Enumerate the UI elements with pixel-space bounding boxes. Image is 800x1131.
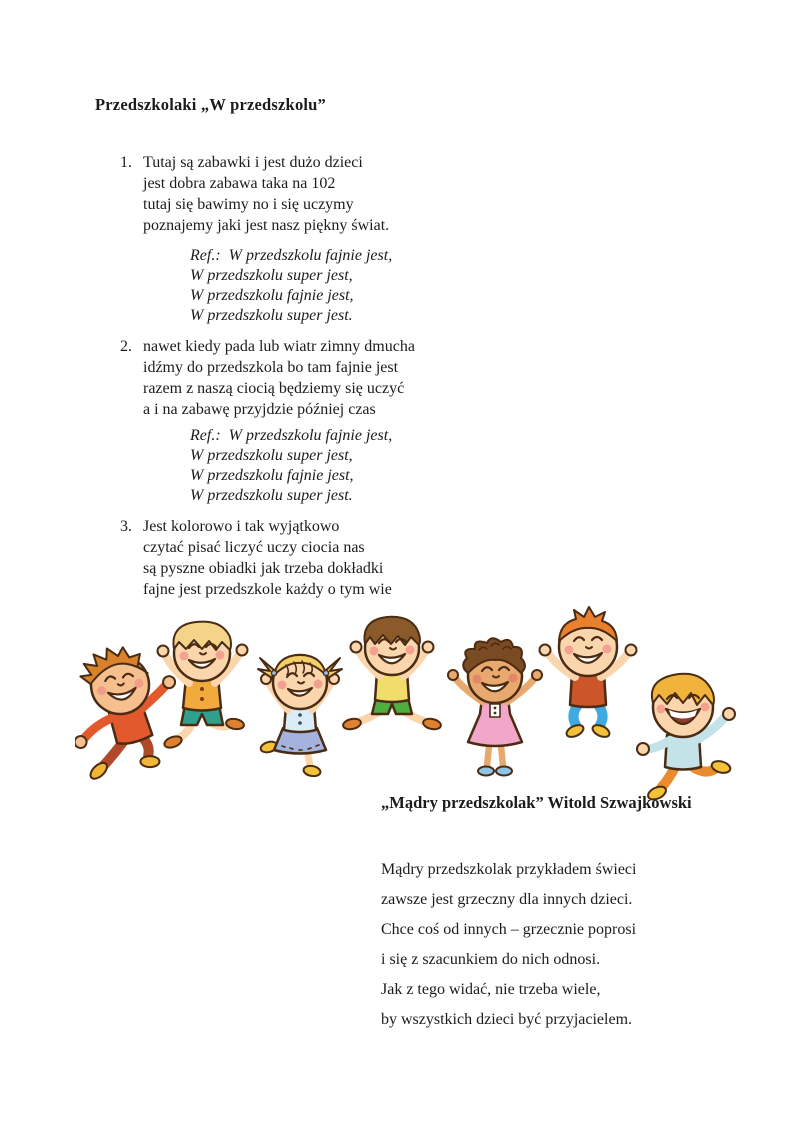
refrain-line: Ref.: W przedszkolu fajnie jest,: [190, 247, 393, 264]
song-line: a i na zabawę przyjdzie później czas: [143, 401, 376, 418]
verse-number: 2.: [120, 338, 132, 355]
song-line: razem z naszą ciocią będziemy się uczyć: [143, 380, 405, 397]
child-figure-4: [342, 617, 442, 731]
refrain-line: W przedszkolu fajnie jest,: [190, 467, 354, 484]
poem-line: i się z szacunkiem do nich odnosi.: [381, 951, 601, 968]
song-line: czytać pisać liczyć uczy ciocia nas: [143, 539, 365, 556]
child-figure-6: [540, 607, 637, 739]
child-figure-3: [258, 655, 342, 777]
refrain-line: W przedszkolu fajnie jest,: [190, 287, 354, 304]
verse-1: [120, 152, 389, 236]
refrain-line: Ref.: W przedszkolu fajnie jest,: [190, 427, 393, 444]
poem-title: „Mądry przedszkolak” Witold Szwajkowski: [381, 793, 692, 812]
refrain-1: [190, 246, 392, 326]
poem-line: Jak z tego widać, nie trzeba wiele,: [381, 981, 601, 998]
verse-number: 3.: [120, 518, 132, 535]
refrain-line: W przedszkolu super jest.: [190, 307, 353, 324]
song-line: jest dobra zabawa taka na 102: [143, 175, 336, 192]
song-line: idźmy do przedszkola bo tam fajnie jest: [143, 359, 399, 376]
verse-lines: [143, 152, 389, 236]
poem-line: zawsze jest grzeczny dla innych dzieci.: [381, 891, 633, 908]
verse-lines: [143, 336, 415, 420]
song-line: nawet kiedy pada lub wiatr zimny dmucha: [143, 338, 415, 355]
refrain-line: W przedszkolu super jest,: [190, 267, 353, 284]
verse-3: [120, 516, 392, 600]
song-title: Przedszkolaki „W przedszkolu”: [95, 95, 326, 114]
song-line: tutaj się bawimy no i się uczymy: [143, 196, 354, 213]
refrain-line: W przedszkolu super jest,: [190, 447, 353, 464]
song-line: fajne jest przedszkole każdy o tym wie: [143, 581, 392, 598]
verse-lines: [143, 516, 392, 600]
child-figure-7: [637, 674, 735, 802]
verse-2: [120, 336, 415, 420]
poem-lines: [381, 855, 636, 1035]
song-line: Jest kolorowo i tak wyjątkowo: [143, 518, 340, 535]
poem-line: Chce coś od innych – grzecznie poprosi: [381, 921, 637, 938]
refrain-2: [190, 426, 392, 506]
poem-line: Mądry przedszkolak przykładem świeci: [381, 861, 637, 878]
verse-number: 1.: [120, 154, 132, 171]
poem-line: by wszystkich dzieci być przyjacielem.: [381, 1011, 633, 1028]
refrain-line: W przedszkolu super jest.: [190, 487, 353, 504]
song-line: są pyszne obiadki jak trzeba dokładki: [143, 560, 384, 577]
song-line: poznajemy jaki jest nasz piękny świat.: [143, 217, 390, 234]
children-illustration: [75, 595, 765, 807]
child-figure-5: [448, 638, 542, 775]
song-line: Tutaj są zabawki i jest dużo dzieci: [143, 154, 363, 171]
